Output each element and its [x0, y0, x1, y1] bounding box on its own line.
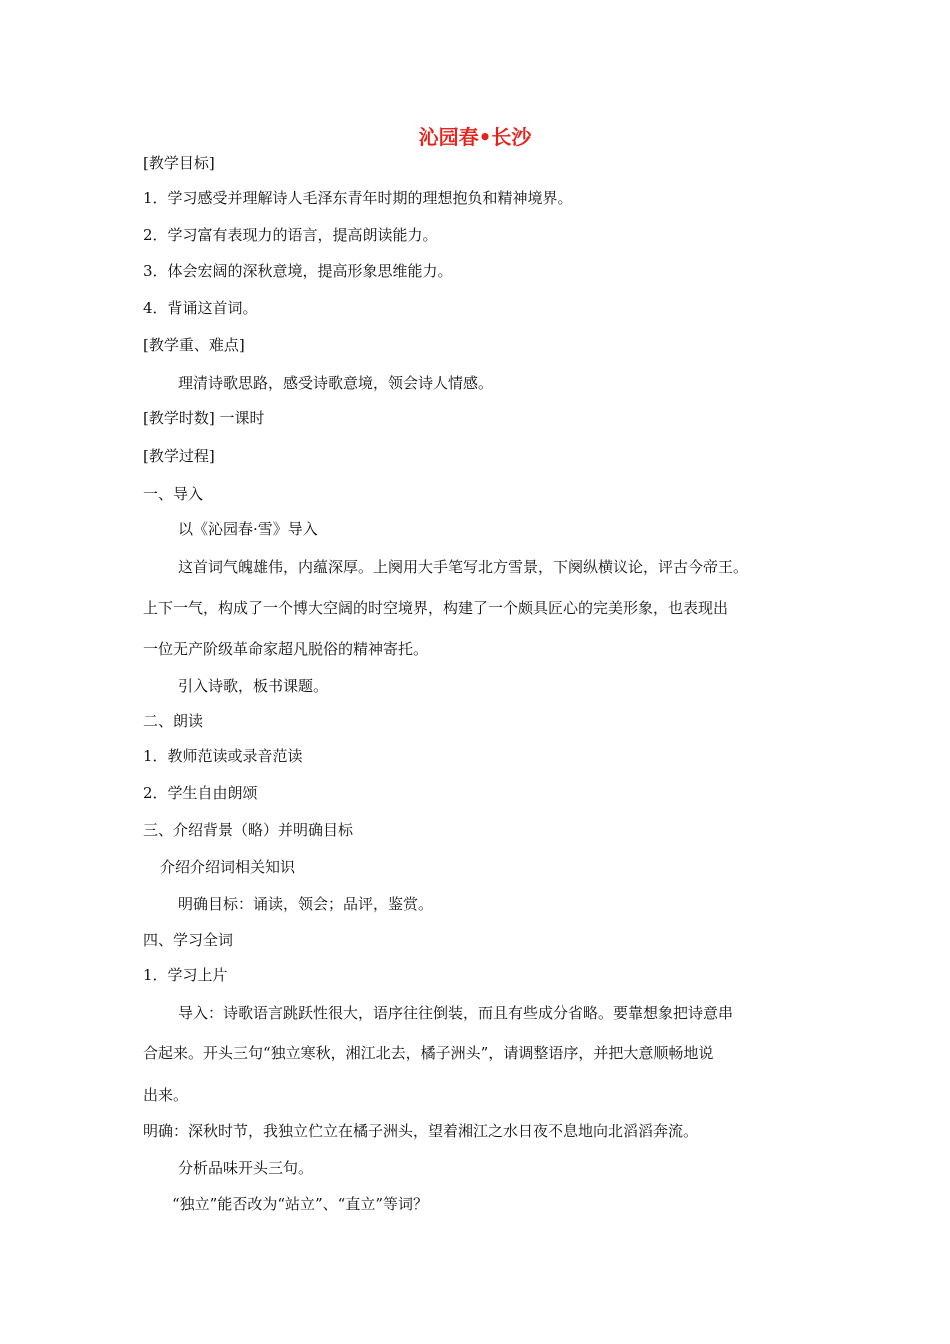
section-heading-duration: [教学时数] 一课时	[143, 409, 265, 427]
paragraph-line: 这首词气魄雄伟，内蕴深厚。上阕用大手笔写北方雪景，下阕纵横议论，评古今帝王。	[178, 558, 749, 576]
step-heading-study: 四、学习全词	[143, 931, 234, 949]
section-heading-objectives: [教学目标]	[143, 154, 215, 172]
study-item-1: 1．学习上片	[143, 966, 228, 984]
step-heading-background: 三、介绍背景（略）并明确目标	[143, 821, 354, 839]
paragraph-line: 导入：诗歌语言跳跃性很大，语序往往倒装，而且有些成分省略。要靠想象把诗意串	[178, 1004, 734, 1022]
paragraph-line: 分析品味开头三句。	[178, 1159, 314, 1177]
paragraph-line: 引入诗歌，板书课题。	[178, 677, 329, 695]
paragraph-line: 以《沁园春·雪》导入	[178, 520, 318, 538]
paragraph-line: “独立”能否改为“站立”、“直立”等词？	[172, 1195, 429, 1213]
objective-item-3: 3．体会宏阔的深秋意境，提高形象思维能力。	[143, 262, 453, 280]
reading-item-1: 1．教师范读或录音范读	[143, 747, 303, 765]
step-heading-introduction: 一、导入	[143, 485, 204, 503]
key-points-text: 理清诗歌思路，感受诗歌意境，领会诗人情感。	[178, 374, 494, 392]
document-title: 沁园春•长沙	[418, 125, 532, 149]
section-heading-process: [教学过程]	[143, 447, 215, 465]
objective-item-2: 2．学习富有表现力的语言，提高朗读能力。	[143, 226, 438, 244]
paragraph-line: 一位无产阶级革命家超凡脱俗的精神寄托。	[143, 640, 429, 658]
objective-item-1: 1．学习感受并理解诗人毛泽东青年时期的理想抱负和精神境界。	[143, 189, 573, 207]
objective-item-4: 4．背诵这首词。	[143, 299, 258, 317]
paragraph-line: 出来。	[143, 1086, 189, 1104]
section-heading-key-points: [教学重、难点]	[143, 336, 245, 354]
paragraph-line: 介绍介绍词相关知识	[160, 858, 296, 876]
step-heading-reading: 二、朗读	[143, 712, 204, 730]
reading-item-2: 2．学生自由朗颂	[143, 784, 258, 802]
paragraph-line: 合起来。开头三句“独立寒秋，湘江北去，橘子洲头”，请调整语序，并把大意顺畅地说	[143, 1044, 714, 1062]
paragraph-line: 明确目标：诵读，领会；品评，鉴赏。	[178, 895, 434, 913]
paragraph-line: 上下一气，构成了一个博大空阔的时空境界，构建了一个颇具匠心的完美形象，也表现出	[143, 599, 729, 617]
paragraph-line: 明确：深秋时节，我独立伫立在橘子洲头，望着湘江之水日夜不息地向北滔滔奔流。	[143, 1122, 699, 1140]
